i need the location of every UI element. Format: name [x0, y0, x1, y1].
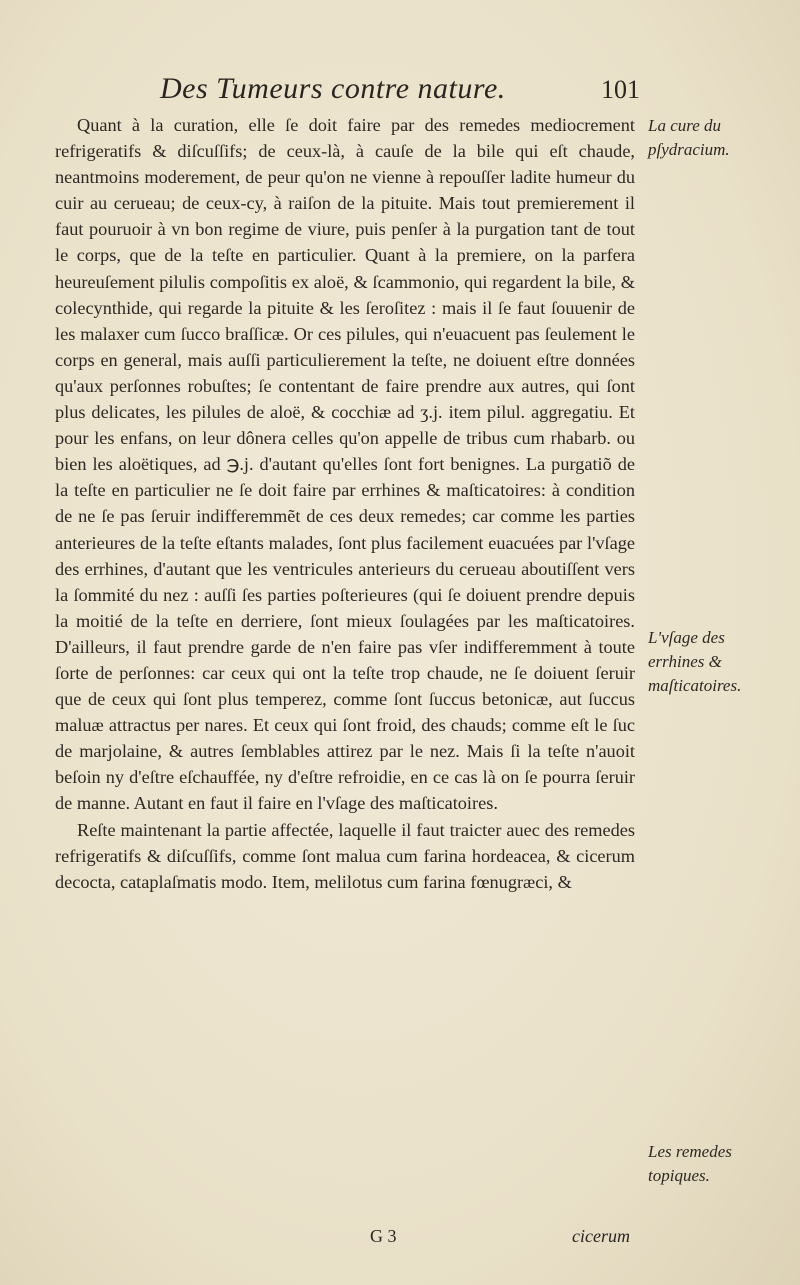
paragraph-2: Reſte maintenant la partie affectée, laquelle il faut traicter auec des remedes refrigeratifs & diſcuſſifs, comme ſont malua cum farina hordeacea, & cicerum decocta, cataplaſmatis modo. Item, melilotus cum farina fœnugræci, &	[55, 819, 635, 892]
margin-note-errhines: L'vſage des errhines & maſticatoires.	[648, 628, 742, 695]
signature-mark: G 3	[370, 1226, 397, 1246]
page-number: 101	[601, 75, 640, 104]
running-title: Des Tumeurs contre nature.	[160, 72, 506, 105]
catchword: cicerum	[572, 1226, 630, 1246]
page-footer	[370, 1226, 630, 1252]
main-text	[55, 112, 635, 895]
page-header	[160, 72, 640, 112]
margin-note-remedes: Les remedes topiques.	[648, 1142, 732, 1185]
margin-note-cure: La cure du pſydracium.	[648, 116, 730, 159]
paragraph-1: Quant à la curation, elle ſe doit faire par des remedes mediocrement refrigeratifs & diſcuſſifs; de ceux-là, à cauſe de la bile qui eſt chaude, neantmoins moderement, de peur qu'on ne vienne à repouſſer ladite humeur du cuir au cerueau; de ceux-cy, à raiſon de la pituite. Mais tout premierement il faut pouruoir à vn bon regime de viure, puis penſer à la purgation tant de tout le corps, que de la teſte en particulier. Quant à la premiere, on la parfera heureuſement pilulis compoſitis ex aloë, & ſcammonio, qui regardent la bile, & colecynthide, qui regarde la pituite & les ſeroſitez : mais il ſe faut ſouuenir de les malaxer cum ſucco braſſicæ. Or ces pilules, qui n'euacuent pas ſeulement le corps en general, mais auſſi particulierement la teſte, ne doiuent eſtre données qu'aux perſonnes robuſtes; ſe contentant de faire prendre aux autres, qui ſont plus delicates, les pilules de aloë, & cocchiæ ad ʒ.j. item pilul. aggregatiu. Et pour les enfans, on leur dônera celles qu'on appelle de tribus cum rhabarb. ou bien les aloëtiques, ad ℈.j. d'autant qu'elles ſont fort benignes. La purgatiõ de la teſte en particulier ne ſe doit faire par errhines & maſticatoires: à condition de ne ſe pas ſeruir indifferemmẽt de ces deux remedes; car comme les parties anterieures de la teſte eſtants malades, ſont plus facilement euacuées par l'vſage des errhines, d'autant que les ventricules anterieurs du cerueau aboutiſſent vers la ſommité du nez : auſſi ſes parties poſterieures (qui ſe doiuent prendre depuis la moitié de la teſte en derriere, ſont mieux ſoulagées par les maſticatoires. D'ailleurs, il faut prendre garde de n'en faire pas vſer indifferemment à toute ſorte de perſonnes: car ceux qui ont la teſte trop chaude, ne ſe doiuent ſeruir que de ceux qui ſont plus temperez, comme ſont ſuccus betonicæ, aut ſuccus maluæ attractus per nares. Et ceux qui ſont froid, des chauds; comme eſt le ſuc de marjolaine, & autres ſemblables attirez par le nez. Mais ſi la teſte n'auoit beſoin ny d'eſtre eſchauffée, ny d'eſtre refroidie, en ce cas là on ſe pourra ſeruir de manne. Autant en faut il faire en l'vſage des maſticatoires.	[55, 115, 635, 814]
